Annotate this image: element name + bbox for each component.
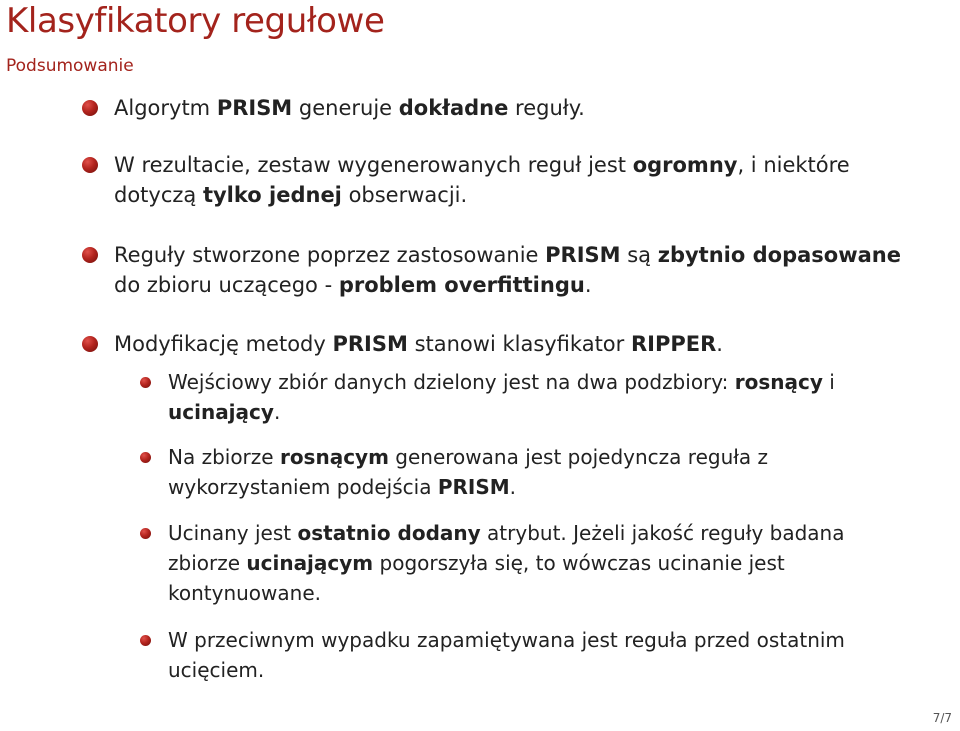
bullet-item-1 bbox=[82, 93, 932, 123]
bullet-item-3 bbox=[82, 240, 932, 300]
text-run: , i niektóre dotyczą bbox=[114, 153, 850, 207]
text-run: Wejściowy zbiór danych dzielony jest na dwa podzbiory: bbox=[168, 370, 735, 394]
text-run: atrybut. Jeżeli jakość reguły badana zbiorze bbox=[168, 521, 845, 575]
bullet-text bbox=[82, 329, 932, 359]
text-run: W rezultacie, zestaw wygenerowanych reguł jest bbox=[114, 153, 633, 177]
emphasis-text: PRISM bbox=[332, 332, 408, 356]
text-run: . bbox=[584, 273, 592, 297]
sub-bullet-text bbox=[140, 367, 920, 427]
sub-bullet-text bbox=[140, 625, 920, 685]
text-run: Modyfikację metody bbox=[114, 332, 333, 356]
sub-bullet-item-2 bbox=[140, 442, 920, 502]
text-run: są bbox=[620, 243, 658, 267]
emphasis-text: ucinającym bbox=[246, 551, 374, 575]
sub-bullet-item-1 bbox=[140, 367, 920, 427]
bullet-text bbox=[82, 93, 932, 123]
slide-title: Klasyfikatory regułowe bbox=[6, 1, 385, 41]
emphasis-text: RIPPER bbox=[630, 332, 717, 356]
emphasis-text: zbytnio dopasowane bbox=[657, 243, 901, 267]
text-run: . bbox=[273, 400, 281, 424]
text-run: stanowi klasyfikator bbox=[407, 332, 631, 356]
text-run: generowana jest pojedyncza reguła z wykorzystaniem podejścia bbox=[168, 445, 769, 499]
text-run: do zbioru uczącego - bbox=[114, 273, 339, 297]
text-run: obserwacji. bbox=[341, 183, 468, 207]
bullet-text bbox=[82, 150, 932, 210]
text-run: Algorytm bbox=[114, 96, 217, 120]
text-run: Ucinany jest bbox=[168, 521, 298, 545]
emphasis-text: tylko jednej bbox=[202, 183, 342, 207]
text-run: . bbox=[716, 332, 723, 356]
page-number: 7/7 bbox=[932, 711, 952, 725]
text-run: reguły. bbox=[508, 96, 585, 120]
sub-bullet-dot-icon bbox=[140, 528, 151, 539]
sub-bullet-text bbox=[140, 518, 920, 608]
emphasis-text: rosnącym bbox=[279, 445, 389, 469]
bullet-item-2 bbox=[82, 150, 932, 210]
bullet-dot-icon bbox=[82, 336, 98, 352]
emphasis-text: problem overfittingu bbox=[338, 273, 585, 297]
emphasis-text: ucinający bbox=[168, 400, 274, 424]
bullet-dot-icon bbox=[82, 247, 98, 263]
emphasis-text: ostatnio dodany bbox=[297, 521, 481, 545]
text-run: W przeciwnym wypadku zapamiętywana jest reguła przed ostatnim ucięciem. bbox=[168, 628, 845, 682]
text-run: pogorszyła się, to wówczas ucinanie jest kontynuowane. bbox=[168, 551, 785, 605]
sub-bullet-item-3 bbox=[140, 518, 920, 608]
text-run: Na zbiorze bbox=[168, 445, 280, 469]
text-run: Reguły stworzone poprzez zastosowanie bbox=[114, 243, 546, 267]
sub-bullet-dot-icon bbox=[140, 452, 151, 463]
text-run: generuje bbox=[292, 96, 399, 120]
text-run: i bbox=[822, 370, 835, 394]
emphasis-text: PRISM bbox=[216, 96, 293, 120]
sub-bullet-dot-icon bbox=[140, 635, 151, 646]
slide-subtitle: Podsumowanie bbox=[6, 56, 134, 76]
sub-bullet-dot-icon bbox=[140, 377, 151, 388]
bullet-dot-icon bbox=[82, 157, 98, 173]
emphasis-text: dokładne bbox=[398, 96, 509, 120]
bullet-dot-icon bbox=[82, 100, 98, 116]
emphasis-text: PRISM bbox=[545, 243, 621, 267]
bullet-item-4 bbox=[82, 329, 932, 359]
emphasis-text: rosnący bbox=[734, 370, 823, 394]
text-run: . bbox=[509, 475, 516, 499]
sub-bullet-text bbox=[140, 442, 920, 502]
sub-bullet-item-4 bbox=[140, 625, 920, 685]
emphasis-text: ogromny bbox=[632, 153, 738, 177]
bullet-text bbox=[82, 240, 932, 300]
emphasis-text: PRISM bbox=[437, 475, 510, 499]
